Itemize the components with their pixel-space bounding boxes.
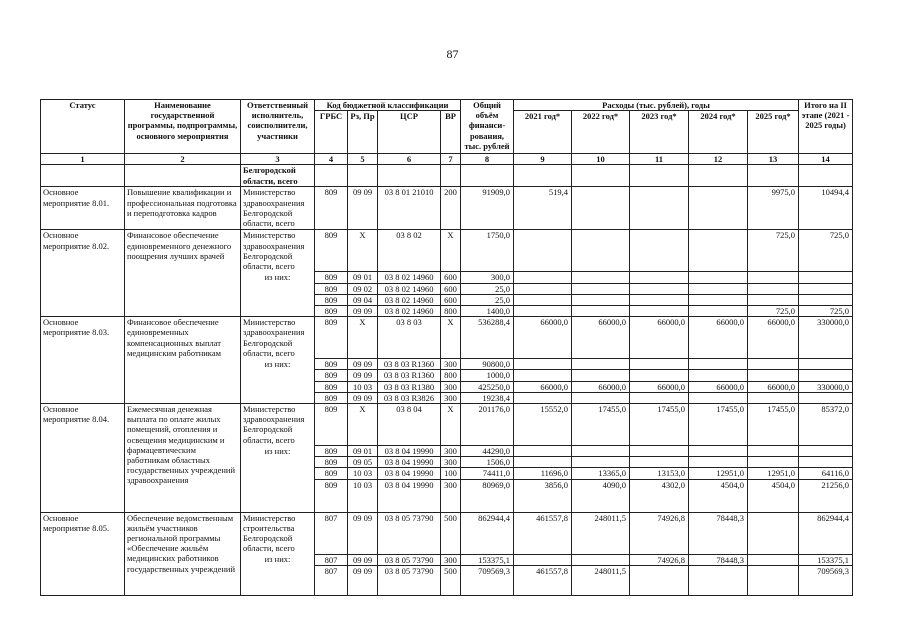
table-cell: 03 8 03 R3826 bbox=[378, 392, 441, 403]
table-cell bbox=[689, 283, 748, 294]
table-cell: 1750,0 bbox=[461, 230, 514, 272]
table-cell: 03 8 02 14960 bbox=[378, 306, 441, 317]
col-number: 2 bbox=[125, 154, 241, 165]
col-number: 1 bbox=[41, 154, 125, 165]
status-cell: Основное мероприятие 8.02. bbox=[41, 230, 125, 317]
column-number-row bbox=[41, 154, 853, 165]
table-cell bbox=[799, 392, 853, 403]
responsible-cell: Министерство здравоохранения Белгородской области, всего bbox=[241, 404, 315, 446]
table-cell: 809 bbox=[315, 457, 348, 468]
table-cell: 03 8 04 19990 bbox=[378, 457, 441, 468]
table-cell: 09 01 bbox=[348, 446, 378, 457]
name-cell: Обеспечение ведомственным жильём участников региональной программы «Обеспечение жильём медицинских работников государственных учреждений bbox=[125, 512, 241, 595]
table-cell: 300 bbox=[441, 479, 461, 512]
table-cell bbox=[689, 446, 748, 457]
table-row bbox=[41, 187, 853, 230]
table-cell: 1506,0 bbox=[461, 457, 514, 468]
table-cell: Х bbox=[441, 317, 461, 359]
table-cell: 709569,3 bbox=[461, 565, 514, 595]
table-cell: 74926,8 bbox=[630, 554, 689, 565]
header-2022: 2022 год* bbox=[572, 111, 630, 154]
table-cell: 85372,0 bbox=[799, 404, 853, 446]
col-number: 6 bbox=[378, 154, 441, 165]
table-cell bbox=[514, 457, 572, 468]
table-cell: 4504,0 bbox=[748, 479, 799, 512]
table-cell bbox=[514, 446, 572, 457]
table-cell: 09 09 bbox=[348, 359, 378, 370]
table-cell: 66000,0 bbox=[748, 381, 799, 392]
table-cell bbox=[630, 392, 689, 403]
header-csr: ЦСР bbox=[378, 111, 441, 154]
table-cell: 809 bbox=[315, 479, 348, 512]
table-cell bbox=[572, 272, 630, 283]
table-cell: 300 bbox=[441, 457, 461, 468]
table-cell: 10494,4 bbox=[799, 187, 853, 230]
table-cell bbox=[748, 512, 799, 554]
table-cell: 09 09 bbox=[348, 512, 378, 554]
table-cell: 725,0 bbox=[799, 306, 853, 317]
table-cell: 09 09 bbox=[348, 370, 378, 381]
table-cell bbox=[514, 294, 572, 305]
table-cell: 153375,1 bbox=[799, 554, 853, 565]
table-cell: 153375,1 bbox=[461, 554, 514, 565]
table-cell: 03 8 03 R1380 bbox=[378, 381, 441, 392]
table-cell: 03 8 04 19990 bbox=[378, 446, 441, 457]
col-number: 8 bbox=[461, 154, 514, 165]
table-cell: 13153,0 bbox=[630, 468, 689, 479]
table-cell: 300,0 bbox=[461, 272, 514, 283]
table-cell: 15552,0 bbox=[514, 404, 572, 446]
table-cell bbox=[572, 370, 630, 381]
table-cell bbox=[689, 457, 748, 468]
table-cell bbox=[630, 272, 689, 283]
table-cell: 248011,5 bbox=[572, 512, 630, 554]
table-cell: 600 bbox=[441, 294, 461, 305]
table-cell: 66000,0 bbox=[514, 317, 572, 359]
table-cell: 809 bbox=[315, 317, 348, 359]
table-cell bbox=[572, 446, 630, 457]
table-cell bbox=[799, 457, 853, 468]
table-cell: 17455,0 bbox=[572, 404, 630, 446]
table-cell: 330000,0 bbox=[799, 317, 853, 359]
table-cell: 100 bbox=[441, 468, 461, 479]
table-row bbox=[41, 317, 853, 359]
table-cell bbox=[630, 565, 689, 595]
header-2023: 2023 год* bbox=[630, 111, 689, 154]
responsible-cell: Министерство здравоохранения Белгородской области, всего bbox=[241, 317, 315, 359]
table-cell: 09 04 bbox=[348, 294, 378, 305]
table-cell: 809 bbox=[315, 306, 348, 317]
iz-nih-label: из них: bbox=[241, 554, 315, 595]
table-cell bbox=[689, 359, 748, 370]
table-cell: 725,0 bbox=[799, 230, 853, 272]
table-cell bbox=[689, 306, 748, 317]
table-cell: 03 8 02 bbox=[378, 230, 441, 272]
table-cell: 200 bbox=[441, 187, 461, 230]
table-cell: 201176,0 bbox=[461, 404, 514, 446]
table-cell: 809 bbox=[315, 187, 348, 230]
table-row bbox=[41, 165, 853, 187]
table-cell bbox=[689, 565, 748, 595]
table-cell: 600 bbox=[441, 283, 461, 294]
table-cell bbox=[630, 187, 689, 230]
table-cell bbox=[572, 554, 630, 565]
table-cell bbox=[514, 230, 572, 272]
col-number: 11 bbox=[630, 154, 689, 165]
header-budget-code: Код бюджетной классификации bbox=[315, 100, 461, 111]
table-cell: 807 bbox=[315, 512, 348, 554]
table-cell: 862944,4 bbox=[461, 512, 514, 554]
table-cell bbox=[572, 359, 630, 370]
budget-table bbox=[40, 99, 853, 596]
page-number: 87 bbox=[446, 47, 459, 61]
table-cell bbox=[630, 306, 689, 317]
header-name: Наименование государственной программы, подпрограммы, основного мероприятия bbox=[125, 100, 241, 154]
table-cell bbox=[514, 359, 572, 370]
table-cell: 10 03 bbox=[348, 479, 378, 512]
table-cell: 12951,0 bbox=[689, 468, 748, 479]
table-cell: 66000,0 bbox=[689, 317, 748, 359]
table-cell: 17455,0 bbox=[630, 404, 689, 446]
table-cell bbox=[630, 457, 689, 468]
table-cell bbox=[514, 554, 572, 565]
table-cell: 807 bbox=[315, 554, 348, 565]
table-cell: 21256,0 bbox=[799, 479, 853, 512]
table-cell bbox=[514, 370, 572, 381]
status-cell: Основное мероприятие 8.04. bbox=[41, 404, 125, 513]
header-status: Статус bbox=[41, 100, 125, 154]
table-cell bbox=[689, 392, 748, 403]
table-cell: Х bbox=[441, 404, 461, 446]
header-grbs: ГРБС bbox=[315, 111, 348, 154]
col-number: 14 bbox=[799, 154, 853, 165]
table-cell bbox=[689, 230, 748, 272]
table-cell: 800 bbox=[441, 306, 461, 317]
table-row bbox=[41, 230, 853, 272]
header-responsible: Ответственный исполнитель, соисполнители, участники bbox=[241, 100, 315, 154]
table-cell: 09 01 bbox=[348, 272, 378, 283]
table-cell bbox=[572, 457, 630, 468]
table-cell bbox=[799, 283, 853, 294]
table-cell: 461557,8 bbox=[514, 512, 572, 554]
table-cell: 66000,0 bbox=[748, 317, 799, 359]
table-cell bbox=[572, 283, 630, 294]
col-number: 13 bbox=[748, 154, 799, 165]
table-cell: 91909,0 bbox=[461, 187, 514, 230]
table-cell: 10 03 bbox=[348, 381, 378, 392]
table-cell: 300 bbox=[441, 446, 461, 457]
table-cell: 09 09 bbox=[348, 306, 378, 317]
table-cell bbox=[630, 370, 689, 381]
table-cell: 09 09 bbox=[348, 565, 378, 595]
table-cell bbox=[799, 370, 853, 381]
header-vr: ВР bbox=[441, 111, 461, 154]
table-cell bbox=[630, 230, 689, 272]
col-number: 7 bbox=[441, 154, 461, 165]
table-cell: 3856,0 bbox=[514, 479, 572, 512]
table-cell bbox=[799, 359, 853, 370]
table-cell: 03 8 02 14960 bbox=[378, 283, 441, 294]
table-cell: 66000,0 bbox=[630, 381, 689, 392]
table-cell: 600 bbox=[441, 272, 461, 283]
table-cell: 09 02 bbox=[348, 283, 378, 294]
table-cell bbox=[630, 359, 689, 370]
table-cell: 862944,4 bbox=[799, 512, 853, 554]
table-cell: 03 8 05 73790 bbox=[378, 565, 441, 595]
table-cell bbox=[748, 283, 799, 294]
iz-nih-label: из них: bbox=[241, 272, 315, 317]
table-cell: 03 8 02 14960 bbox=[378, 272, 441, 283]
responsible-cell: Министерство строительства Белгородской области, всего bbox=[241, 512, 315, 554]
table-cell: 03 8 04 bbox=[378, 404, 441, 446]
table-cell: 80969,0 bbox=[461, 479, 514, 512]
table-cell: 809 bbox=[315, 392, 348, 403]
table-cell: 44290,0 bbox=[461, 446, 514, 457]
table-cell: Х bbox=[348, 230, 378, 272]
table-cell: 725,0 bbox=[748, 306, 799, 317]
col-number: 9 bbox=[514, 154, 572, 165]
table-cell: 03 8 01 21010 bbox=[378, 187, 441, 230]
table-cell bbox=[572, 306, 630, 317]
table-cell: 425250,0 bbox=[461, 381, 514, 392]
table-cell: 809 bbox=[315, 230, 348, 272]
table-cell: 4090,0 bbox=[572, 479, 630, 512]
name-cell: Ежемесячная денежная выплата по оплате жилых помещений, отопления и освещения медицинским и фармацевтическим работникам областных государственных учреждений здравоохранения bbox=[125, 404, 241, 513]
table-cell: 300 bbox=[441, 392, 461, 403]
table-cell: 809 bbox=[315, 381, 348, 392]
table-cell bbox=[689, 294, 748, 305]
table-cell: 03 8 04 19990 bbox=[378, 479, 441, 512]
col-number: 3 bbox=[241, 154, 315, 165]
table-cell: 19238,4 bbox=[461, 392, 514, 403]
table-cell bbox=[630, 283, 689, 294]
table-cell: 4504,0 bbox=[689, 479, 748, 512]
table-cell: 725,0 bbox=[748, 230, 799, 272]
table-cell: 519,4 bbox=[514, 187, 572, 230]
header-2021: 2021 год* bbox=[514, 111, 572, 154]
table-cell bbox=[748, 554, 799, 565]
col-number: 10 bbox=[572, 154, 630, 165]
continuation-text: Белгородской области, всего bbox=[241, 165, 315, 187]
table-cell: 330000,0 bbox=[799, 381, 853, 392]
table-cell: 709569,3 bbox=[799, 565, 853, 595]
table-cell: 66000,0 bbox=[514, 381, 572, 392]
table-cell: 03 8 05 73790 bbox=[378, 554, 441, 565]
table-cell: 78448,3 bbox=[689, 554, 748, 565]
table-cell: 09 09 bbox=[348, 187, 378, 230]
iz-nih-label: из них: bbox=[241, 359, 315, 404]
table-cell: 13365,0 bbox=[572, 468, 630, 479]
table-cell: 03 8 05 73790 bbox=[378, 512, 441, 554]
table-cell: 809 bbox=[315, 294, 348, 305]
status-cell: Основное мероприятие 8.05. bbox=[41, 512, 125, 595]
table-cell: 09 09 bbox=[348, 392, 378, 403]
table-cell: 300 bbox=[441, 554, 461, 565]
table-cell bbox=[799, 294, 853, 305]
table-cell: 809 bbox=[315, 283, 348, 294]
table-cell bbox=[748, 457, 799, 468]
table-cell: Х bbox=[441, 230, 461, 272]
table-cell bbox=[572, 187, 630, 230]
header-rz: Рз, Пр bbox=[348, 111, 378, 154]
table-cell bbox=[514, 392, 572, 403]
table-cell bbox=[572, 392, 630, 403]
table-cell: 248011,5 bbox=[572, 565, 630, 595]
table-cell: 1000,0 bbox=[461, 370, 514, 381]
table-cell: 03 8 04 19990 bbox=[378, 468, 441, 479]
table-cell: 90800,0 bbox=[461, 359, 514, 370]
col-number: 12 bbox=[689, 154, 748, 165]
table-row bbox=[41, 404, 853, 446]
table-cell bbox=[572, 230, 630, 272]
table-row bbox=[41, 512, 853, 554]
header-2024: 2024 год* bbox=[689, 111, 748, 154]
table-cell: 809 bbox=[315, 468, 348, 479]
table-cell: 809 bbox=[315, 404, 348, 446]
table-cell bbox=[799, 446, 853, 457]
table-cell: 9975,0 bbox=[748, 187, 799, 230]
table-cell: 809 bbox=[315, 359, 348, 370]
table-cell: 03 8 02 14960 bbox=[378, 294, 441, 305]
table-cell bbox=[748, 565, 799, 595]
table-cell: 78448,3 bbox=[689, 512, 748, 554]
table-cell bbox=[689, 187, 748, 230]
table-cell: 66000,0 bbox=[630, 317, 689, 359]
responsible-cell: Министерство здравоохранения Белгородской области, всего bbox=[241, 187, 315, 230]
table-cell: Х bbox=[348, 317, 378, 359]
status-cell: Основное мероприятие 8.03. bbox=[41, 317, 125, 404]
table-cell: 03 8 03 bbox=[378, 317, 441, 359]
col-number: 4 bbox=[315, 154, 348, 165]
table-cell: 300 bbox=[441, 381, 461, 392]
table-cell: 17455,0 bbox=[748, 404, 799, 446]
name-cell: Финансовое обеспечение единовременных компенсационных выплат медицинским работникам bbox=[125, 317, 241, 404]
table-cell: 09 09 bbox=[348, 554, 378, 565]
table-cell: 461557,8 bbox=[514, 565, 572, 595]
table-cell: 500 bbox=[441, 512, 461, 554]
table-cell bbox=[799, 272, 853, 283]
table-cell: 17455,0 bbox=[689, 404, 748, 446]
table-cell: 800 bbox=[441, 370, 461, 381]
table-cell bbox=[572, 294, 630, 305]
table-cell: 66000,0 bbox=[689, 381, 748, 392]
table-cell bbox=[748, 446, 799, 457]
name-cell: Повышение квалификации и профессиональная подготовка и переподготовка кадров bbox=[125, 187, 241, 230]
table-cell: Х bbox=[348, 404, 378, 446]
table-cell bbox=[689, 272, 748, 283]
header-total: Общий объём финанси-рования, тыс. рублей bbox=[461, 100, 514, 154]
col-number: 5 bbox=[348, 154, 378, 165]
table-cell: 66000,0 bbox=[572, 381, 630, 392]
status-cell: Основное мероприятие 8.01. bbox=[41, 187, 125, 230]
table-cell: 809 bbox=[315, 370, 348, 381]
table-cell bbox=[748, 392, 799, 403]
table-cell: 10 03 bbox=[348, 468, 378, 479]
table-cell: 11696,0 bbox=[514, 468, 572, 479]
header-expenses: Расходы (тыс. рублей), годы bbox=[514, 100, 799, 111]
table-cell bbox=[514, 283, 572, 294]
table-cell: 03 8 03 R1360 bbox=[378, 370, 441, 381]
table-cell: 03 8 03 R1360 bbox=[378, 359, 441, 370]
table-cell bbox=[748, 272, 799, 283]
table-cell: 12951,0 bbox=[748, 468, 799, 479]
table-cell: 25,0 bbox=[461, 294, 514, 305]
table-cell bbox=[748, 370, 799, 381]
table-cell: 809 bbox=[315, 446, 348, 457]
table-cell: 807 bbox=[315, 565, 348, 595]
table-cell: 09 05 bbox=[348, 457, 378, 468]
table-cell bbox=[630, 294, 689, 305]
table-cell bbox=[514, 272, 572, 283]
table-cell bbox=[748, 359, 799, 370]
table-cell bbox=[630, 446, 689, 457]
table-cell bbox=[514, 306, 572, 317]
table-cell: 500 bbox=[441, 565, 461, 595]
header-2025: 2025 год* bbox=[748, 111, 799, 154]
table-cell: 64116,0 bbox=[799, 468, 853, 479]
table-cell: 66000,0 bbox=[572, 317, 630, 359]
table-cell: 809 bbox=[315, 272, 348, 283]
table-cell: 300 bbox=[441, 359, 461, 370]
table-cell bbox=[689, 370, 748, 381]
iz-nih-label: из них: bbox=[241, 446, 315, 513]
table-cell bbox=[748, 294, 799, 305]
table-cell: 74411,0 bbox=[461, 468, 514, 479]
name-cell: Финансовое обеспечение единовременного денежного поощрения лучших врачей bbox=[125, 230, 241, 317]
table-cell: 4302,0 bbox=[630, 479, 689, 512]
header-itogo: Итого на II этапе (2021 - 2025 годы) bbox=[799, 100, 853, 154]
table-cell: 74926,8 bbox=[630, 512, 689, 554]
responsible-cell: Министерство здравоохранения Белгородской области, всего bbox=[241, 230, 315, 272]
table-cell: 25,0 bbox=[461, 283, 514, 294]
table-cell: 1400,0 bbox=[461, 306, 514, 317]
table-cell: 536288,4 bbox=[461, 317, 514, 359]
